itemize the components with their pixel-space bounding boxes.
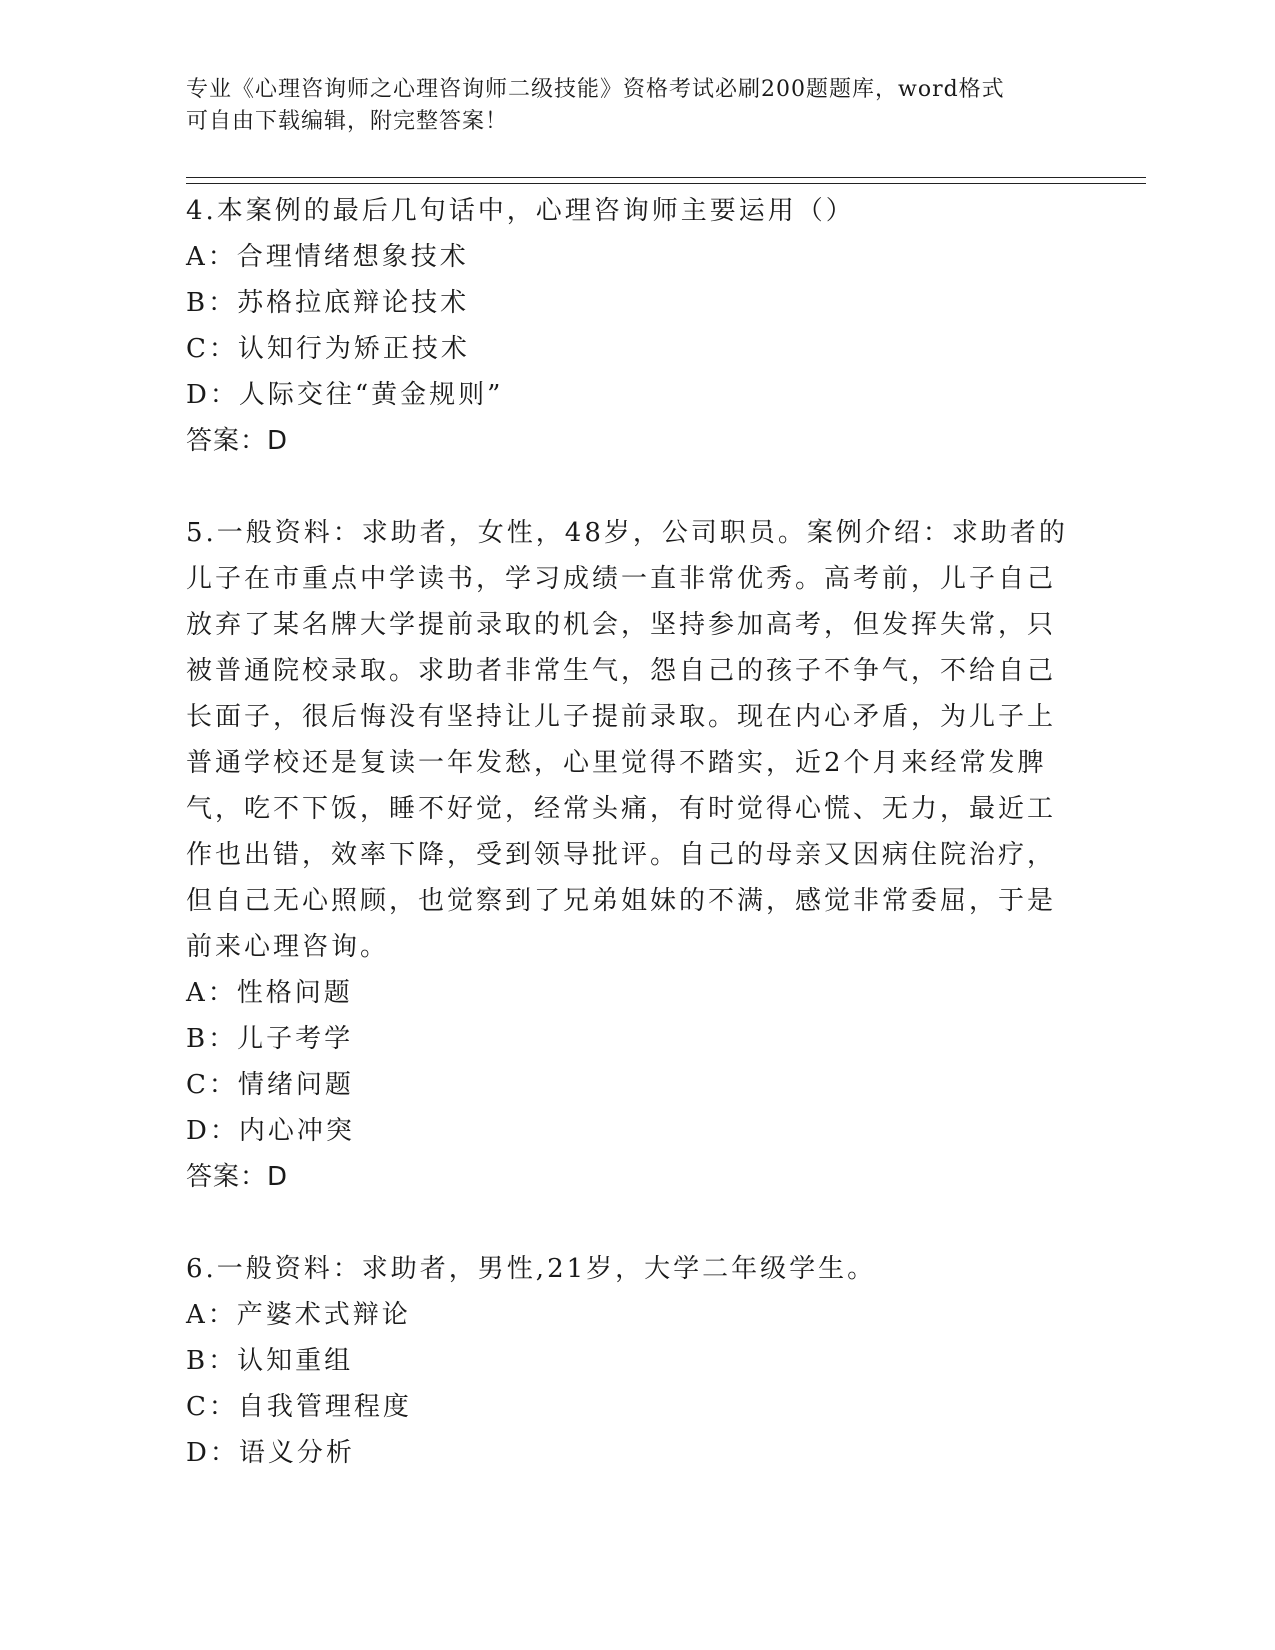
answer-line: 答案：D <box>186 426 289 456</box>
option-b: B：认知重组 <box>186 1346 354 1376</box>
option-c: C：认知行为矫正技术 <box>186 334 470 364</box>
header-line-2: 可自由下载编辑，附完整答案！ <box>186 109 509 134</box>
option-d: D：人际交往“黄金规则” <box>186 380 504 410</box>
question-5 <box>186 510 1066 1200</box>
question-stem-line: 但自己无心照顾，也觉察到了兄弟姐妹的不满，感觉非常委屈，于是 <box>186 886 1057 916</box>
option-b: B：苏格拉底辩论技术 <box>186 288 470 318</box>
answer-line: 答案：D <box>186 1162 289 1192</box>
question-4 <box>186 188 1066 464</box>
question-list <box>186 188 1066 1476</box>
question-stem-line: 气，吃不下饭，睡不好觉，经常头痛，有时觉得心慌、无力，最近工 <box>186 794 1057 824</box>
question-stem-line: 放弃了某名牌大学提前录取的机会，坚持参加高考，但发挥失常，只 <box>186 610 1057 640</box>
spacer <box>186 464 1066 510</box>
option-b: B：儿子考学 <box>186 1024 354 1054</box>
option-a: A：产婆术式辩论 <box>186 1300 411 1330</box>
question-stem-line: 长面子，很后悔没有坚持让儿子提前录取。现在内心矛盾，为儿子上 <box>186 702 1057 732</box>
question-6 <box>186 1246 1066 1476</box>
question-stem-line: 普通学校还是复读一年发愁，心里觉得不踏实，近2个月来经常发脾 <box>186 748 1047 778</box>
spacer <box>186 1200 1066 1246</box>
option-c: C：情绪问题 <box>186 1070 354 1100</box>
question-stem-line: 儿子在市重点中学读书，学习成绩一直非常优秀。高考前，儿子自己 <box>186 564 1057 594</box>
question-stem: 6.一般资料：求助者，男性,21岁，大学二年级学生。 <box>186 1254 877 1284</box>
document-header <box>186 74 1066 138</box>
question-stem-line: 前来心理咨询。 <box>186 932 390 962</box>
option-a: A：合理情绪想象技术 <box>186 242 469 272</box>
option-d: D：内心冲突 <box>186 1116 355 1146</box>
option-d: D：语义分析 <box>186 1438 355 1468</box>
question-stem-line: 作也出错，效率下降，受到领导批评。自己的母亲又因病住院治疗， <box>186 840 1057 870</box>
header-line-1: 专业《心理咨询师之心理咨询师二级技能》资格考试必刷200题题库，word格式 <box>186 77 1005 102</box>
option-c: C：自我管理程度 <box>186 1392 412 1422</box>
option-a: A：性格问题 <box>186 978 353 1008</box>
header-double-rule <box>186 177 1146 184</box>
question-stem-line: 5.一般资料：求助者，女性，48岁，公司职员。案例介绍：求助者的 <box>186 518 1068 548</box>
question-stem: 4.本案例的最后几句话中，心理咨询师主要运用（） <box>186 196 855 226</box>
question-stem-line: 被普通院校录取。求助者非常生气，怨自己的孩子不争气，不给自己 <box>186 656 1057 686</box>
